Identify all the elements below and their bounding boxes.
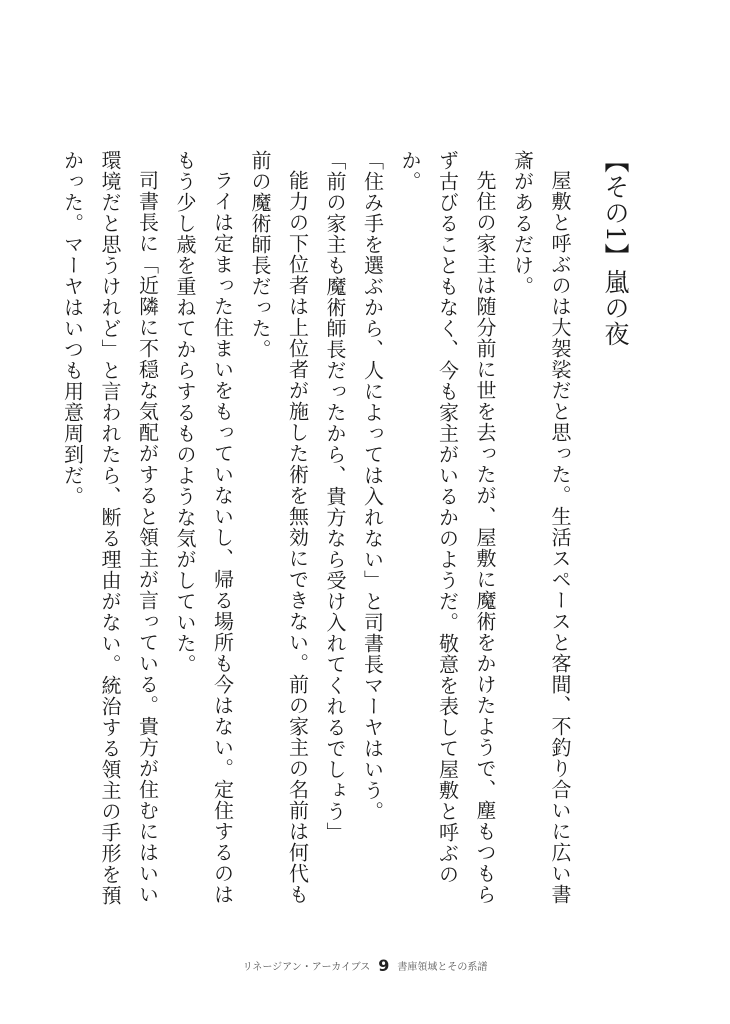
page-footer <box>0 952 730 978</box>
paragraph <box>316 150 354 920</box>
paragraph-text: 先住の家主は随分前に世を去ったが、屋敷に魔術をかけたようで、塵もつもらず古びることもなく、今も家主がいるかのようだ。敬意を表して屋敷と呼ぶのか。 <box>398 150 497 905</box>
chapter-title: 【その1】嵐の夜 <box>601 148 630 347</box>
paragraph-text: 屋敷と呼ぶのは大袈裟だと思った。生活スペースと客間、不釣り合いに広い書斎があるだけ。 <box>510 150 572 905</box>
paragraph <box>391 150 504 920</box>
page-number: 9 <box>378 955 390 975</box>
paragraph <box>53 150 166 920</box>
paragraph-text: 司書長に「近隣に不穏な気配がすると領主が言っている。貴方が住むにはいい環境だと思うけれど」と言われたら、断る理由がない。統治する領主の手形を預かった。マーヤはいつも用意周到だ。 <box>60 150 160 906</box>
paragraph <box>503 150 578 920</box>
paragraph <box>353 150 391 920</box>
paragraph <box>166 150 241 920</box>
body-text <box>60 150 578 920</box>
paragraph-text: ライは定まった住まいをもっていないし、帰る場所も今はない。定住するのはもう少し歳を重ねてからするものような気がしていた。 <box>173 150 235 905</box>
paragraph-text: 「前の家主も魔術師長だったから、貴方なら受け入れてくれるでしょう」 <box>323 150 347 843</box>
footer-series-title: リネージアン・アーカイブス <box>242 961 371 973</box>
footer-chapter-title: 書庫領域とその系譜 <box>397 961 488 973</box>
paragraph-text: 「住み手を選ぶから、人によっては入れない」と司書長マーヤはいう。 <box>360 150 385 822</box>
paragraph <box>241 150 316 920</box>
paragraph-text: 能力の下位者は上位者が施した術を無効にできない。前の家主の名前は何代も前の魔術師長だった。 <box>248 150 310 905</box>
